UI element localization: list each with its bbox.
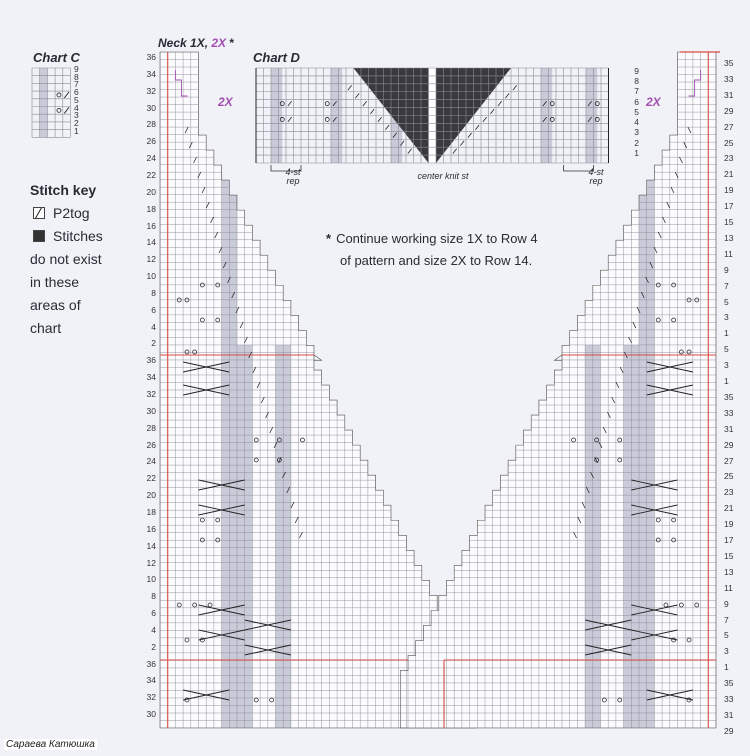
no-stitch-line-3: in these (30, 274, 80, 290)
chart-d-p2tog (363, 101, 367, 106)
chart-d-p2tog (453, 149, 457, 154)
row-number: 7 (724, 280, 729, 291)
row-number: 4 (74, 102, 79, 113)
rep-bracket-right (564, 165, 594, 171)
row-number: 5 (634, 106, 639, 117)
row-number: 30 (146, 405, 156, 416)
note-line-1: Continue working size 1X to Row 4 (336, 231, 538, 246)
row-number: 9 (724, 598, 729, 609)
row-number: 2 (634, 137, 639, 148)
row-number: 10 (146, 271, 156, 282)
row-number: 33 (724, 694, 734, 704)
row-number: 5 (74, 94, 79, 105)
chart-d-p2tog (348, 85, 352, 90)
row-number: 8 (151, 591, 156, 602)
row-number: 11 (724, 582, 733, 593)
row-number: 3 (724, 312, 729, 323)
row-number: 18 (146, 203, 156, 214)
row-number: 1 (724, 662, 729, 673)
row-number: 3 (724, 360, 729, 371)
row-number: 29 (724, 105, 734, 116)
rep-bracket-left (271, 165, 301, 171)
row-number: 25 (724, 137, 734, 148)
row-number: 10 (146, 574, 156, 585)
row-number: 30 (146, 709, 156, 720)
row-number: 2 (74, 117, 79, 128)
row-number: 14 (146, 237, 156, 248)
row-number: 35 (724, 678, 734, 689)
neck-label-2x: 2X (211, 36, 227, 50)
row-number: 28 (146, 422, 156, 433)
row-number: 8 (634, 76, 639, 87)
rep-right-line1: 4-st (588, 167, 604, 177)
note-star: * (326, 231, 332, 246)
row-number: 2 (151, 338, 156, 349)
row-number: 20 (146, 186, 156, 197)
row-number: 1 (724, 328, 729, 339)
row-number: 5 (724, 630, 729, 641)
row-number: 21 (724, 169, 734, 180)
row-number: 23 (724, 153, 734, 164)
row-number: 7 (634, 86, 639, 97)
row-number: 16 (146, 220, 156, 231)
chart-c-yo (57, 93, 61, 97)
chart-d-p2tog (355, 93, 359, 98)
row-number: 35 (724, 391, 734, 402)
neck-label-prefix: Neck 1X, (158, 36, 212, 50)
row-number: 9 (634, 66, 639, 76)
row-number: 2 (151, 641, 156, 652)
chart-d-p2tog (460, 141, 464, 146)
row-number: 6 (634, 96, 639, 107)
no-stitch-line-4: areas of (30, 297, 81, 313)
stitch-key-title: Stitch key (30, 182, 97, 198)
row-number: 18 (146, 506, 156, 517)
row-number: 33 (724, 407, 734, 418)
row-number: 24 (146, 153, 156, 164)
neck-label-star: * (226, 36, 235, 50)
row-number: 22 (146, 473, 156, 484)
chart-c-p2tog (64, 107, 69, 113)
row-number: 20 (146, 490, 156, 501)
chart-d-p2tog (498, 101, 502, 106)
chart-d-p2tog (468, 133, 472, 138)
row-number: 3 (634, 127, 639, 138)
chart-c-yo (57, 108, 61, 112)
row-number: 11 (724, 248, 733, 259)
row-number: 3 (724, 646, 729, 657)
rep-left-line1: 4-st (285, 167, 301, 177)
row-number: 24 (146, 456, 156, 467)
row-number: 34 (146, 372, 156, 383)
row-number: 8 (151, 287, 156, 298)
row-number: 9 (724, 264, 729, 275)
row-number: 34 (146, 68, 156, 79)
chart-d-yo (325, 102, 329, 106)
chart-d-p2tog (288, 117, 292, 122)
chart-c-shaded-column (40, 68, 48, 137)
chart-d-p2tog (490, 109, 494, 114)
row-number: 22 (146, 169, 156, 180)
row-number: 34 (146, 675, 156, 686)
row-number: 16 (146, 523, 156, 534)
row-number: 3 (74, 110, 79, 121)
watermark: Сараева Катюшка (6, 739, 95, 750)
row-number: 19 (724, 519, 734, 530)
row-number: 32 (146, 85, 156, 96)
rep-left-line2: rep (286, 176, 300, 186)
row-number: 7 (74, 79, 79, 90)
row-number: 6 (74, 87, 79, 98)
row-number: 36 (146, 658, 156, 669)
row-number: 35 (724, 58, 734, 68)
row-number: 31 (724, 423, 734, 434)
row-number: 21 (724, 503, 734, 514)
row-number: 25 (724, 471, 734, 482)
row-number: 1 (724, 376, 729, 386)
row-number: 27 (724, 455, 734, 466)
row-number: 1 (634, 147, 639, 158)
chart-d-title: Chart D (253, 50, 300, 65)
row-number: 36 (146, 355, 156, 366)
p2tog-label: P2tog (53, 205, 90, 221)
row-number: 32 (146, 389, 156, 399)
row-number: 29 (724, 439, 734, 450)
row-number: 26 (146, 136, 156, 147)
row-number: 6 (151, 304, 156, 315)
row-number: 12 (146, 557, 156, 568)
center-knit-st-label: center knit st (417, 171, 469, 181)
row-number: 36 (146, 52, 156, 62)
chart-d-p2tog (370, 109, 374, 114)
no-stitch-line-5: chart (30, 320, 62, 336)
chart-d-p2tog (378, 117, 382, 122)
row-number: 5 (724, 344, 729, 355)
row-number: 28 (146, 119, 156, 130)
row-number: 15 (724, 217, 734, 227)
row-number: 12 (146, 254, 156, 265)
note-line-2: of pattern and size 2X to Row 14. (340, 253, 533, 268)
row-number: 8 (74, 71, 79, 82)
rep-right-line2: rep (589, 176, 603, 186)
chart-d-p2tog (385, 125, 389, 130)
row-number: 23 (724, 487, 734, 498)
chart-c-title: Chart C (33, 50, 80, 65)
row-number: 32 (146, 692, 156, 703)
main-chart-right (408, 52, 716, 728)
row-number: 14 (146, 540, 156, 551)
row-number: 9 (74, 64, 79, 74)
chart-d-p2tog (288, 101, 292, 106)
row-number: 4 (151, 624, 156, 635)
row-number: 6 (151, 608, 156, 619)
chart-d-yo (325, 117, 329, 121)
row-number: 4 (634, 117, 639, 128)
row-number: 26 (146, 439, 156, 450)
row-number: 29 (724, 725, 734, 736)
row-number: 15 (724, 550, 734, 561)
row-number: 17 (724, 535, 734, 545)
row-number: 27 (724, 121, 734, 132)
chart-d-p2tog (475, 125, 479, 130)
size-2x-right: 2X (646, 95, 661, 109)
chart-c-p2tog (64, 92, 69, 98)
row-number: 5 (724, 296, 729, 307)
row-number: 1 (74, 125, 79, 136)
chart-d-p2tog (483, 117, 487, 122)
row-number: 31 (724, 709, 734, 720)
row-number: 7 (724, 614, 729, 625)
row-number: 13 (724, 566, 734, 577)
row-number: 30 (146, 102, 156, 113)
row-number: 19 (724, 185, 734, 196)
row-number: 33 (724, 73, 734, 84)
chart-d-p2tog (513, 85, 517, 90)
row-number: 31 (724, 89, 734, 100)
row-number: 13 (724, 232, 734, 243)
chart-d-p2tog (505, 93, 509, 98)
row-number: 17 (724, 201, 734, 212)
chart-d-p2tog (408, 149, 412, 154)
no-stitch-line-1: Stitches (53, 228, 103, 244)
no-stitch-line-2: do not exist (30, 251, 102, 267)
row-number: 4 (151, 321, 156, 332)
size-2x-left: 2X (218, 95, 233, 109)
